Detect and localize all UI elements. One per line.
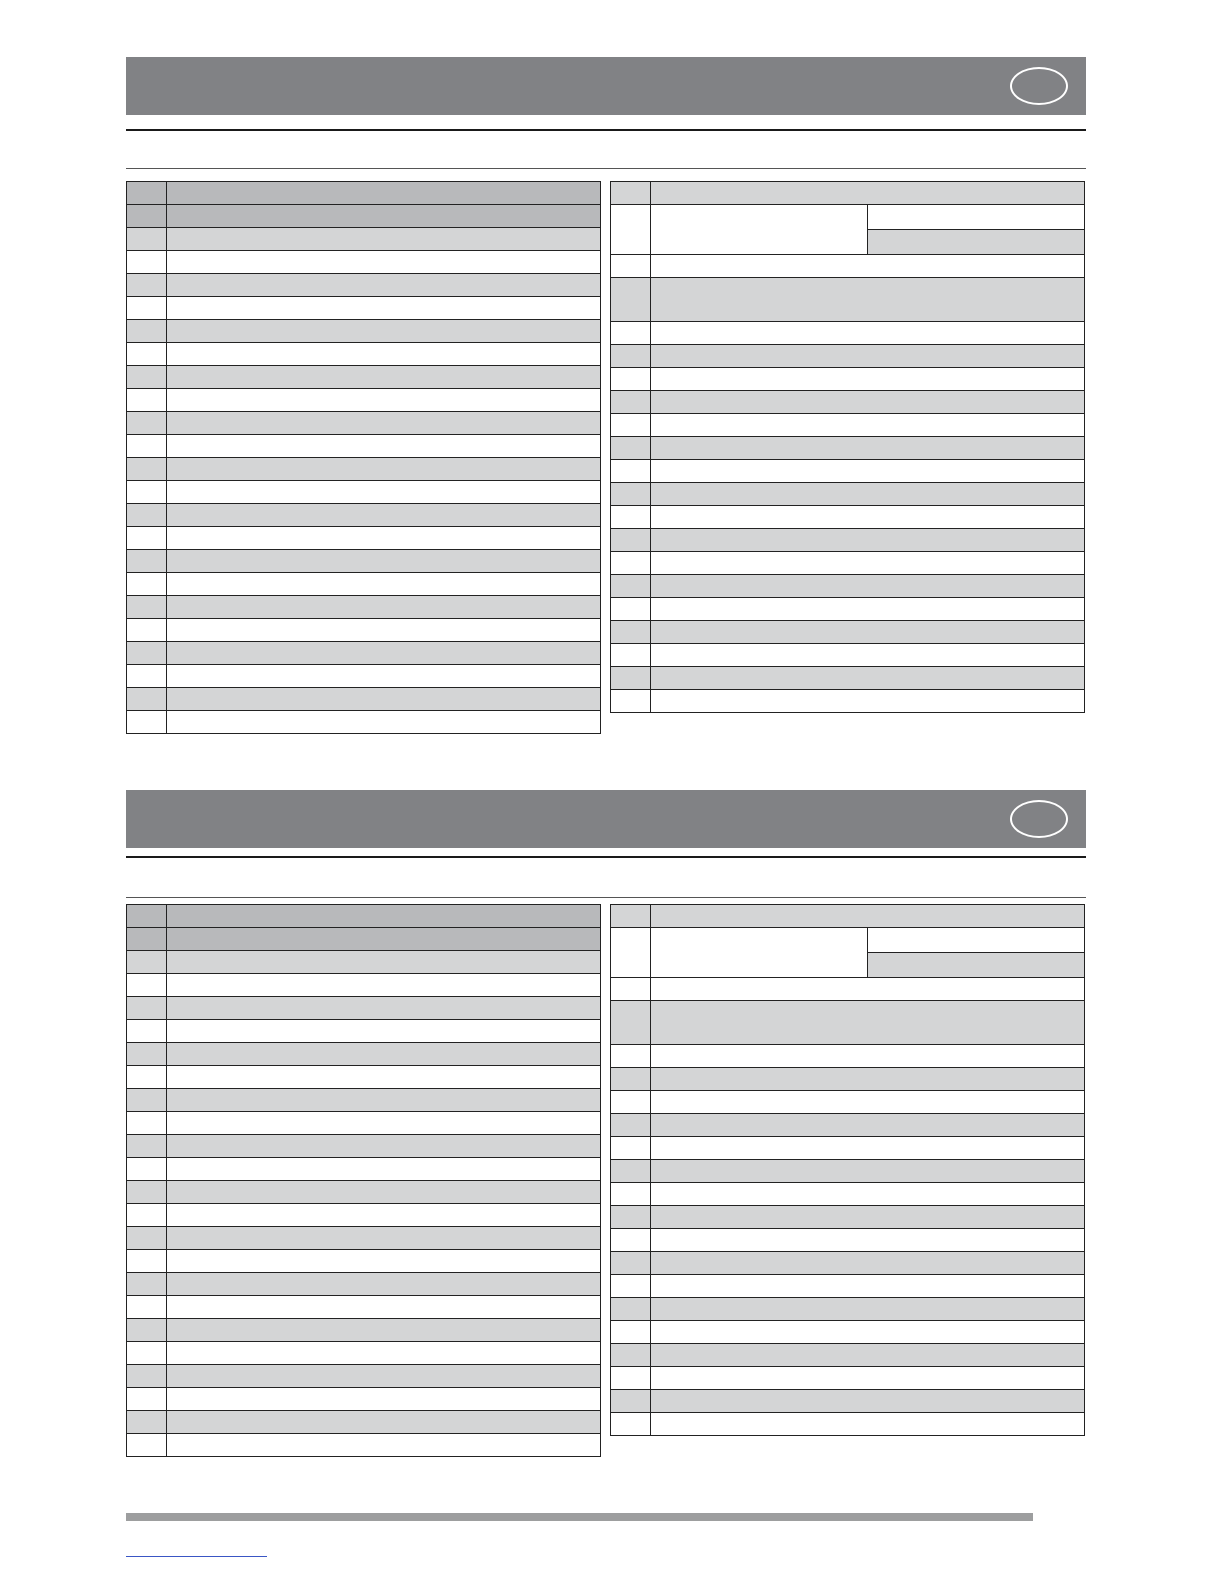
row-description-cell (167, 928, 601, 951)
row-description-cell (651, 598, 1085, 621)
row-description-cell (167, 343, 601, 366)
table-row (127, 1273, 601, 1296)
table-row (127, 205, 601, 228)
table-row (611, 1367, 1085, 1390)
table-row (611, 1137, 1085, 1160)
table-row (611, 182, 1085, 205)
row-description-cell (167, 619, 601, 642)
row-number-cell (611, 278, 651, 322)
row-description-cell (167, 1273, 601, 1296)
row-number-cell (611, 1298, 651, 1321)
row-number-cell (127, 1296, 167, 1319)
row-description-cell (167, 997, 601, 1020)
parts-table-right (610, 181, 1085, 713)
row-number-cell (611, 1114, 651, 1137)
row-number-cell (611, 1206, 651, 1229)
row-description-cell (651, 1160, 1085, 1183)
row-number-cell (611, 621, 651, 644)
table-row (611, 460, 1085, 483)
table-row (127, 343, 601, 366)
row-number-cell (127, 389, 167, 412)
row-description-cell (167, 1365, 601, 1388)
row-description-cell (167, 905, 601, 928)
row-description-cell (167, 1411, 601, 1434)
row-number-cell (611, 1045, 651, 1068)
row-number-cell (127, 1434, 167, 1457)
row-number-cell (127, 1365, 167, 1388)
table-row (611, 552, 1085, 575)
row-number-cell (611, 345, 651, 368)
table-row (127, 688, 601, 711)
table-row (127, 1204, 601, 1227)
table-row (127, 1112, 601, 1135)
table-row (611, 1252, 1085, 1275)
row-description-cell (651, 1275, 1085, 1298)
table-row (127, 435, 601, 458)
row-number-cell (611, 905, 651, 928)
row-description-cell (651, 1367, 1085, 1390)
row-description-cell (651, 928, 868, 978)
table-row (611, 278, 1085, 322)
table-row (611, 667, 1085, 690)
row-description-cell (167, 1342, 601, 1365)
row-subvalue-cell (868, 205, 1085, 230)
row-description-cell (167, 1434, 601, 1457)
table-row (611, 368, 1085, 391)
row-subvalue-cell (868, 928, 1085, 953)
row-description-cell (651, 1045, 1085, 1068)
row-number-cell (611, 506, 651, 529)
row-description-cell (167, 573, 601, 596)
row-description-cell (167, 205, 601, 228)
table-row (611, 391, 1085, 414)
row-number-cell (127, 642, 167, 665)
row-number-cell (611, 690, 651, 713)
row-number-cell (127, 527, 167, 550)
row-number-cell (127, 688, 167, 711)
row-description-cell (651, 621, 1085, 644)
footer-bar (126, 1513, 1033, 1521)
table-row (127, 951, 601, 974)
row-description-cell (651, 255, 1085, 278)
row-number-cell (127, 1043, 167, 1066)
row-number-cell (127, 1388, 167, 1411)
table-row (611, 1298, 1085, 1321)
table-row (127, 1043, 601, 1066)
table-row (611, 575, 1085, 598)
table-row (127, 997, 601, 1020)
row-number-cell (127, 711, 167, 734)
row-number-cell (127, 297, 167, 320)
table-row (611, 1091, 1085, 1114)
row-description-cell (167, 297, 601, 320)
row-number-cell (127, 481, 167, 504)
row-number-cell (611, 552, 651, 575)
row-description-cell (167, 974, 601, 997)
row-number-cell (611, 1001, 651, 1045)
row-description-cell (651, 690, 1085, 713)
row-number-cell (611, 1275, 651, 1298)
row-description-cell (167, 1388, 601, 1411)
row-description-cell (651, 182, 1085, 205)
table-row (127, 1411, 601, 1434)
table-row (611, 905, 1085, 928)
table-row (127, 1365, 601, 1388)
row-number-cell (127, 1273, 167, 1296)
row-description-cell (167, 458, 601, 481)
table-row (611, 1114, 1085, 1137)
row-number-cell (127, 1342, 167, 1365)
row-description-cell (651, 1344, 1085, 1367)
row-description-cell (167, 665, 601, 688)
table-row (127, 974, 601, 997)
divider-thick (126, 129, 1086, 131)
row-number-cell (127, 1112, 167, 1135)
table-row (127, 1181, 601, 1204)
row-description-cell (651, 391, 1085, 414)
table-row (611, 621, 1085, 644)
row-description-cell (651, 905, 1085, 928)
row-number-cell (127, 951, 167, 974)
row-description-cell (651, 483, 1085, 506)
row-description-cell (167, 1250, 601, 1273)
row-description-cell (651, 1206, 1085, 1229)
table-row (127, 1296, 601, 1319)
row-description-cell (651, 1321, 1085, 1344)
parts-table-right (610, 904, 1085, 1436)
divider-thin (126, 168, 1086, 169)
row-description-cell (167, 412, 601, 435)
row-description-cell (167, 596, 601, 619)
row-number-cell (611, 483, 651, 506)
table-row (611, 1068, 1085, 1091)
row-number-cell (127, 905, 167, 928)
table-row (611, 506, 1085, 529)
table-row (611, 1229, 1085, 1252)
row-description-cell (167, 228, 601, 251)
row-description-cell (167, 1227, 601, 1250)
row-description-cell (167, 389, 601, 412)
table-row (611, 928, 1085, 953)
row-description-cell (651, 552, 1085, 575)
table-row (127, 1020, 601, 1043)
row-description-cell (167, 251, 601, 274)
table-row (127, 1089, 601, 1112)
row-description-cell (167, 1043, 601, 1066)
parts-table-left (126, 181, 601, 734)
row-description-cell (651, 978, 1085, 1001)
table-row (611, 1183, 1085, 1206)
row-number-cell (611, 414, 651, 437)
row-number-cell (611, 644, 651, 667)
table-row (611, 437, 1085, 460)
row-number-cell (127, 1227, 167, 1250)
row-number-cell (127, 1181, 167, 1204)
row-description-cell (651, 1298, 1085, 1321)
row-number-cell (127, 343, 167, 366)
table-row (127, 1342, 601, 1365)
row-number-cell (611, 978, 651, 1001)
section-banner (126, 790, 1086, 848)
table-row (127, 320, 601, 343)
table-row (611, 690, 1085, 713)
table-row (127, 1135, 601, 1158)
row-number-cell (611, 437, 651, 460)
language-badge (1010, 800, 1068, 838)
row-number-cell (127, 997, 167, 1020)
row-number-cell (127, 1089, 167, 1112)
row-description-cell (651, 575, 1085, 598)
row-number-cell (611, 322, 651, 345)
row-description-cell (167, 274, 601, 297)
table-row (127, 619, 601, 642)
table-row (611, 1413, 1085, 1436)
table-row (127, 297, 601, 320)
row-description-cell (651, 278, 1085, 322)
row-description-cell (167, 481, 601, 504)
table-row (127, 550, 601, 573)
row-number-cell (127, 274, 167, 297)
row-description-cell (651, 345, 1085, 368)
table-row (127, 481, 601, 504)
row-description-cell (651, 1068, 1085, 1091)
table-row (611, 978, 1085, 1001)
parts-table-left (126, 904, 601, 1457)
row-description-cell (167, 1112, 601, 1135)
row-number-cell (611, 1413, 651, 1436)
row-number-cell (127, 435, 167, 458)
row-number-cell (611, 1367, 651, 1390)
divider-thin (126, 897, 1086, 898)
table-row (127, 665, 601, 688)
row-number-cell (127, 458, 167, 481)
row-description-cell (651, 1114, 1085, 1137)
row-description-cell (167, 1020, 601, 1043)
table-row (127, 596, 601, 619)
row-description-cell (167, 951, 601, 974)
table-row (127, 928, 601, 951)
row-description-cell (167, 1089, 601, 1112)
row-description-cell (651, 529, 1085, 552)
row-description-cell (651, 1001, 1085, 1045)
row-description-cell (651, 322, 1085, 345)
row-description-cell (651, 644, 1085, 667)
table-row (127, 1158, 601, 1181)
row-number-cell (611, 529, 651, 552)
section-banner (126, 57, 1086, 115)
table-row (127, 1066, 601, 1089)
row-number-cell (127, 1158, 167, 1181)
row-number-cell (611, 1183, 651, 1206)
row-description-cell (167, 320, 601, 343)
row-description-cell (651, 667, 1085, 690)
row-number-cell (611, 1252, 651, 1275)
row-description-cell (167, 435, 601, 458)
row-number-cell (611, 182, 651, 205)
table-row (611, 255, 1085, 278)
table-row (611, 1390, 1085, 1413)
row-number-cell (127, 320, 167, 343)
table-row (611, 414, 1085, 437)
row-number-cell (127, 1411, 167, 1434)
row-number-cell (127, 1066, 167, 1089)
row-number-cell (127, 596, 167, 619)
row-number-cell (611, 368, 651, 391)
table-row (127, 366, 601, 389)
row-description-cell (651, 205, 868, 255)
table-row (127, 1227, 601, 1250)
row-description-cell (651, 437, 1085, 460)
row-description-cell (167, 1319, 601, 1342)
row-subvalue-cell (868, 230, 1085, 255)
row-number-cell (611, 1229, 651, 1252)
table-row (127, 1250, 601, 1273)
row-number-cell (611, 1160, 651, 1183)
row-number-cell (127, 1204, 167, 1227)
table-row (611, 1344, 1085, 1367)
row-number-cell (127, 1020, 167, 1043)
row-number-cell (127, 550, 167, 573)
row-description-cell (167, 504, 601, 527)
row-number-cell (611, 667, 651, 690)
row-number-cell (611, 1068, 651, 1091)
row-description-cell (167, 366, 601, 389)
row-number-cell (611, 575, 651, 598)
table-row (611, 1206, 1085, 1229)
table-row (611, 644, 1085, 667)
row-description-cell (167, 1296, 601, 1319)
table-row (127, 251, 601, 274)
table-row (127, 1319, 601, 1342)
table-row (127, 1434, 601, 1457)
row-description-cell (167, 1135, 601, 1158)
table-row (611, 322, 1085, 345)
row-number-cell (127, 974, 167, 997)
table-row (127, 504, 601, 527)
row-number-cell (127, 573, 167, 596)
table-row (127, 412, 601, 435)
row-number-cell (127, 228, 167, 251)
row-number-cell (127, 205, 167, 228)
row-description-cell (651, 1183, 1085, 1206)
table-row (611, 345, 1085, 368)
table-row (127, 1388, 601, 1411)
row-description-cell (651, 1091, 1085, 1114)
row-description-cell (651, 414, 1085, 437)
row-number-cell (127, 182, 167, 205)
row-description-cell (167, 527, 601, 550)
row-number-cell (611, 1321, 651, 1344)
row-number-cell (611, 598, 651, 621)
row-description-cell (167, 1181, 601, 1204)
table-row (611, 1160, 1085, 1183)
row-description-cell (651, 368, 1085, 391)
table-row (127, 642, 601, 665)
table-row (611, 529, 1085, 552)
row-description-cell (167, 182, 601, 205)
row-description-cell (651, 506, 1085, 529)
table-row (611, 598, 1085, 621)
row-number-cell (611, 1137, 651, 1160)
table-row (127, 182, 601, 205)
table-row (127, 527, 601, 550)
table-row (127, 458, 601, 481)
row-number-cell (127, 251, 167, 274)
row-description-cell (167, 688, 601, 711)
row-number-cell (611, 391, 651, 414)
row-description-cell (651, 460, 1085, 483)
table-row (127, 389, 601, 412)
table-row (127, 905, 601, 928)
row-description-cell (651, 1252, 1085, 1275)
row-description-cell (651, 1229, 1085, 1252)
row-description-cell (167, 1204, 601, 1227)
table-row (127, 711, 601, 734)
language-badge (1010, 67, 1068, 105)
row-number-cell (127, 1250, 167, 1273)
row-number-cell (127, 366, 167, 389)
row-number-cell (127, 1135, 167, 1158)
row-number-cell (611, 460, 651, 483)
footer-link-underline (126, 1556, 267, 1557)
row-description-cell (651, 1137, 1085, 1160)
table-row (611, 1001, 1085, 1045)
table-row (611, 1275, 1085, 1298)
table-row (611, 1321, 1085, 1344)
row-number-cell (611, 1344, 651, 1367)
table-row (611, 1045, 1085, 1068)
row-number-cell (611, 205, 651, 255)
row-number-cell (127, 928, 167, 951)
table-row (611, 483, 1085, 506)
row-description-cell (651, 1413, 1085, 1436)
row-number-cell (611, 1390, 651, 1413)
row-description-cell (651, 1390, 1085, 1413)
row-subvalue-cell (868, 953, 1085, 978)
row-description-cell (167, 1158, 601, 1181)
table-row (611, 205, 1085, 230)
row-number-cell (127, 619, 167, 642)
row-description-cell (167, 711, 601, 734)
row-description-cell (167, 642, 601, 665)
row-number-cell (611, 255, 651, 278)
row-number-cell (127, 504, 167, 527)
table-row (127, 228, 601, 251)
row-description-cell (167, 1066, 601, 1089)
table-row (127, 274, 601, 297)
row-number-cell (611, 1091, 651, 1114)
row-description-cell (167, 550, 601, 573)
row-number-cell (127, 412, 167, 435)
row-number-cell (127, 1319, 167, 1342)
divider-thick (126, 856, 1086, 858)
row-number-cell (127, 665, 167, 688)
row-number-cell (611, 928, 651, 978)
table-row (127, 573, 601, 596)
